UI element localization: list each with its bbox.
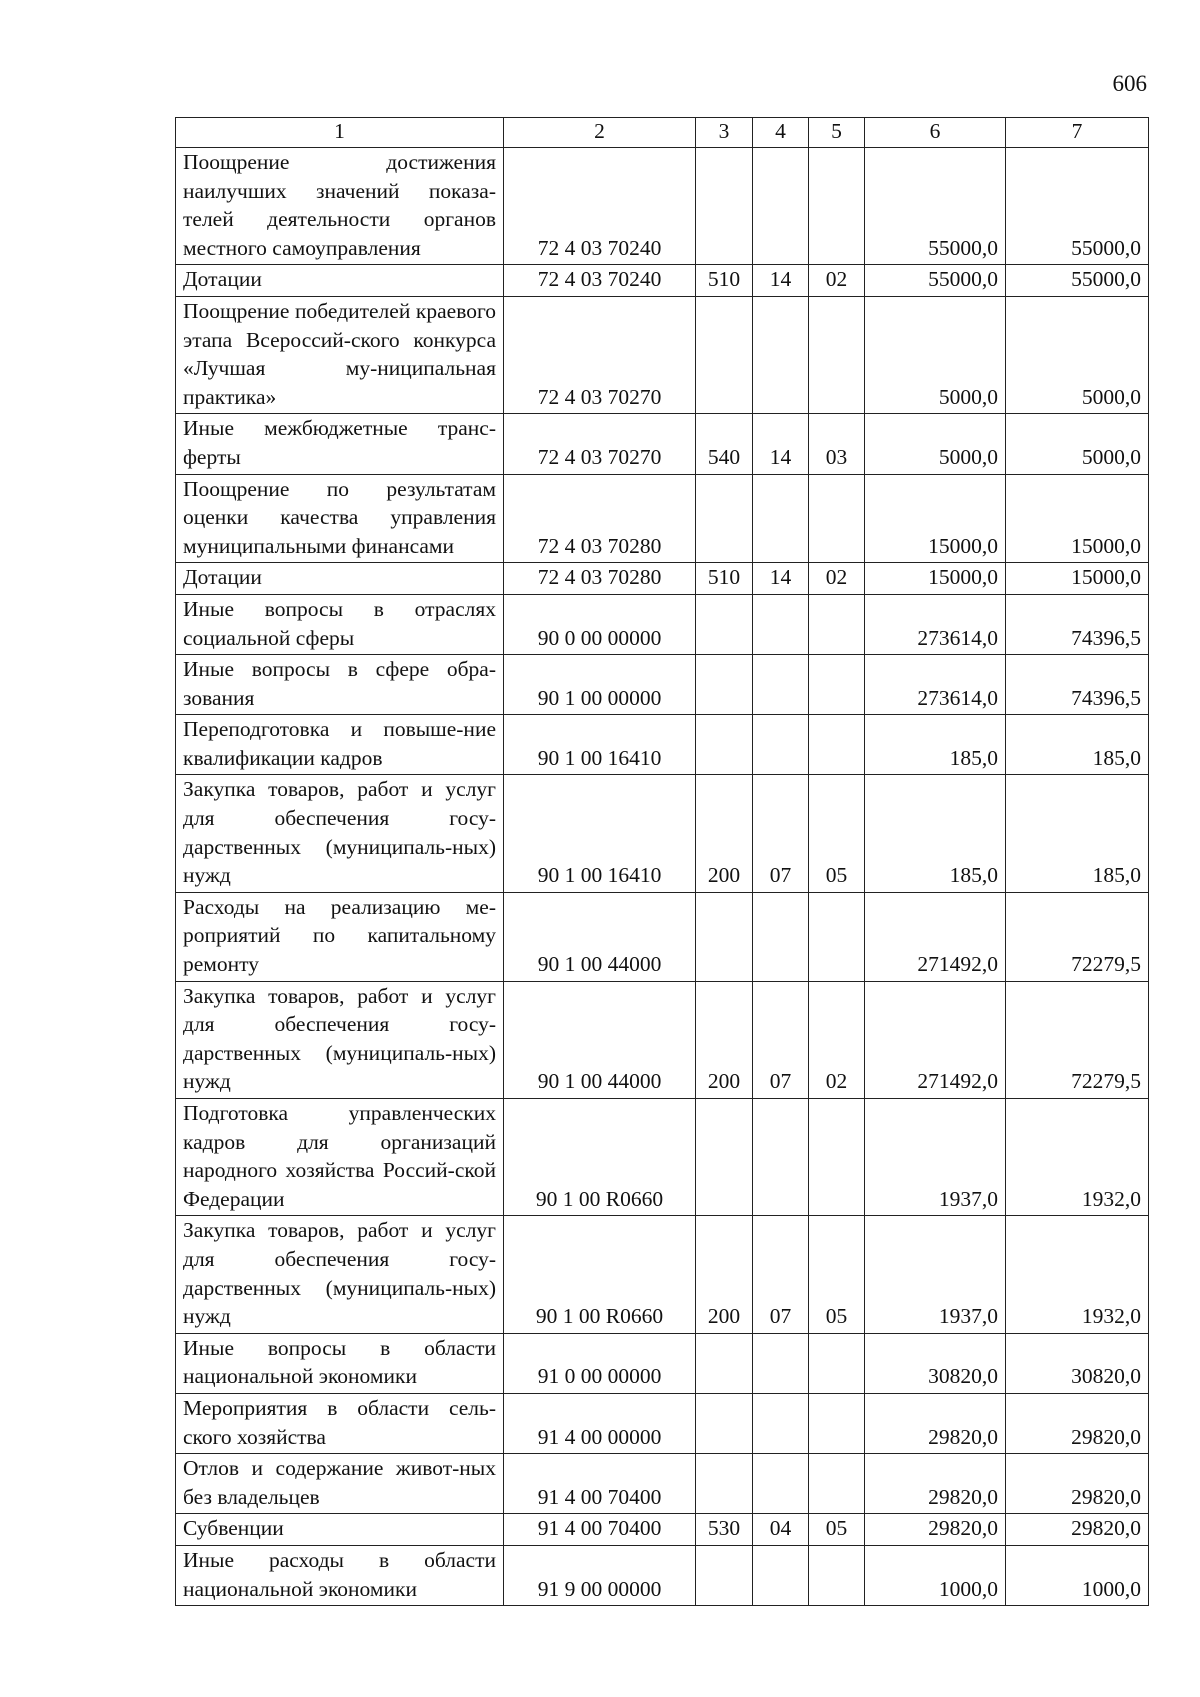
section-cell: 14 (753, 563, 809, 595)
table-row (176, 1333, 1149, 1393)
section-cell (753, 148, 809, 265)
target-code-cell: 72 4 03 70280 (504, 563, 696, 595)
table-row (176, 594, 1149, 654)
page-number: 606 (1112, 71, 1147, 96)
target-code-cell: 91 4 00 70400 (504, 1514, 696, 1546)
expense-type-cell: 200 (696, 1216, 753, 1333)
table-row (176, 414, 1149, 474)
amount-1-cell: 55000,0 (865, 148, 1006, 265)
row-name-cell: Поощрение достижения наилучших значений показа-телей деятельности органов местного самоуправления (176, 148, 504, 265)
expense-type-cell: 510 (696, 265, 753, 297)
table-row (176, 892, 1149, 981)
amount-1-cell: 1937,0 (865, 1099, 1006, 1216)
target-code-cell: 90 1 00 R0660 (504, 1099, 696, 1216)
target-code-cell: 91 0 00 00000 (504, 1333, 696, 1393)
amount-1-cell: 29820,0 (865, 1393, 1006, 1453)
row-name-cell: Дотации (176, 265, 504, 297)
amount-1-cell: 30820,0 (865, 1333, 1006, 1393)
section-cell (753, 1333, 809, 1393)
row-name-cell: Иные межбюджетные транс-ферты (176, 414, 504, 474)
subsection-cell: 03 (809, 414, 865, 474)
subsection-cell (809, 148, 865, 265)
table-body (176, 148, 1149, 1606)
amount-2-cell: 74396,5 (1006, 655, 1149, 715)
budget-table (175, 117, 1149, 1606)
expense-type-cell: 200 (696, 775, 753, 892)
table-row (176, 1393, 1149, 1453)
section-cell (753, 474, 809, 563)
amount-2-cell: 30820,0 (1006, 1333, 1149, 1393)
subsection-cell: 05 (809, 1514, 865, 1546)
amount-1-cell: 29820,0 (865, 1454, 1006, 1514)
subsection-cell: 02 (809, 563, 865, 595)
target-code-cell: 91 9 00 00000 (504, 1545, 696, 1605)
section-cell (753, 715, 809, 775)
section-cell: 14 (753, 265, 809, 297)
row-name-cell: Дотации (176, 563, 504, 595)
expense-type-cell: 530 (696, 1514, 753, 1546)
column-header-3: 3 (696, 118, 753, 148)
amount-1-cell: 185,0 (865, 775, 1006, 892)
target-code-cell: 90 1 00 R0660 (504, 1216, 696, 1333)
table-row (176, 1514, 1149, 1546)
subsection-cell (809, 1545, 865, 1605)
amount-2-cell: 1932,0 (1006, 1216, 1149, 1333)
target-code-cell: 72 4 03 70270 (504, 414, 696, 474)
amount-1-cell: 5000,0 (865, 414, 1006, 474)
amount-1-cell: 273614,0 (865, 594, 1006, 654)
table-row (176, 981, 1149, 1098)
amount-1-cell: 271492,0 (865, 892, 1006, 981)
expense-type-cell (696, 1545, 753, 1605)
expense-type-cell (696, 148, 753, 265)
amount-1-cell: 1000,0 (865, 1545, 1006, 1605)
row-name-cell: Закупка товаров, работ и услуг для обеспечения госу-дарственных (муниципаль-ных) нужд (176, 981, 504, 1098)
amount-2-cell: 15000,0 (1006, 474, 1149, 563)
subsection-cell (809, 655, 865, 715)
expense-type-cell (696, 715, 753, 775)
amount-2-cell: 185,0 (1006, 775, 1149, 892)
target-code-cell: 72 4 03 70240 (504, 265, 696, 297)
amount-1-cell: 15000,0 (865, 563, 1006, 595)
amount-1-cell: 5000,0 (865, 296, 1006, 413)
subsection-cell: 05 (809, 775, 865, 892)
amount-2-cell: 29820,0 (1006, 1454, 1149, 1514)
subsection-cell (809, 474, 865, 563)
subsection-cell (809, 715, 865, 775)
row-name-cell: Субвенции (176, 1514, 504, 1546)
subsection-cell: 05 (809, 1216, 865, 1333)
target-code-cell: 90 1 00 44000 (504, 981, 696, 1098)
expense-type-cell (696, 1454, 753, 1514)
amount-1-cell: 271492,0 (865, 981, 1006, 1098)
row-name-cell: Переподготовка и повыше-ние квалификации кадров (176, 715, 504, 775)
section-cell: 07 (753, 981, 809, 1098)
subsection-cell (809, 594, 865, 654)
amount-2-cell: 5000,0 (1006, 296, 1149, 413)
expense-type-cell (696, 296, 753, 413)
column-header-1: 1 (176, 118, 504, 148)
table-row (176, 1545, 1149, 1605)
table-row (176, 715, 1149, 775)
expense-type-cell (696, 1099, 753, 1216)
target-code-cell: 90 1 00 44000 (504, 892, 696, 981)
column-header-7: 7 (1006, 118, 1149, 148)
row-name-cell: Мероприятия в области сель-ского хозяйства (176, 1393, 504, 1453)
target-code-cell: 90 1 00 16410 (504, 715, 696, 775)
table-row (176, 1216, 1149, 1333)
target-code-cell: 90 1 00 00000 (504, 655, 696, 715)
subsection-cell (809, 1454, 865, 1514)
row-name-cell: Отлов и содержание живот-ных без владельцев (176, 1454, 504, 1514)
amount-1-cell: 29820,0 (865, 1514, 1006, 1546)
section-cell (753, 1454, 809, 1514)
table-row (176, 1099, 1149, 1216)
subsection-cell: 02 (809, 265, 865, 297)
section-cell (753, 1099, 809, 1216)
amount-2-cell: 29820,0 (1006, 1393, 1149, 1453)
section-cell (753, 655, 809, 715)
expense-type-cell: 510 (696, 563, 753, 595)
table-row (176, 563, 1149, 595)
expense-type-cell (696, 1333, 753, 1393)
table-row (176, 1454, 1149, 1514)
table-row (176, 148, 1149, 265)
amount-2-cell: 72279,5 (1006, 981, 1149, 1098)
row-name-cell: Поощрение по результатам оценки качества управления муниципальными финансами (176, 474, 504, 563)
target-code-cell: 72 4 03 70240 (504, 148, 696, 265)
amount-2-cell: 72279,5 (1006, 892, 1149, 981)
amount-2-cell: 5000,0 (1006, 414, 1149, 474)
table-row (176, 474, 1149, 563)
amount-1-cell: 15000,0 (865, 474, 1006, 563)
subsection-cell (809, 296, 865, 413)
amount-2-cell: 55000,0 (1006, 148, 1149, 265)
amount-1-cell: 55000,0 (865, 265, 1006, 297)
section-cell: 07 (753, 1216, 809, 1333)
amount-1-cell: 1937,0 (865, 1216, 1006, 1333)
expense-type-cell (696, 1393, 753, 1453)
expense-type-cell: 200 (696, 981, 753, 1098)
target-code-cell: 91 4 00 00000 (504, 1393, 696, 1453)
target-code-cell: 90 1 00 16410 (504, 775, 696, 892)
expense-type-cell (696, 474, 753, 563)
column-header-2: 2 (504, 118, 696, 148)
row-name-cell: Закупка товаров, работ и услуг для обеспечения госу-дарственных (муниципаль-ных) нужд (176, 775, 504, 892)
column-header-5: 5 (809, 118, 865, 148)
amount-1-cell: 185,0 (865, 715, 1006, 775)
row-name-cell: Закупка товаров, работ и услуг для обеспечения госу-дарственных (муниципаль-ных) нужд (176, 1216, 504, 1333)
table-row (176, 655, 1149, 715)
section-cell: 07 (753, 775, 809, 892)
subsection-cell: 02 (809, 981, 865, 1098)
section-cell (753, 892, 809, 981)
expense-type-cell: 540 (696, 414, 753, 474)
target-code-cell: 72 4 03 70270 (504, 296, 696, 413)
subsection-cell (809, 1099, 865, 1216)
row-name-cell: Иные вопросы в сфере обра-зования (176, 655, 504, 715)
section-cell (753, 296, 809, 413)
column-header-6: 6 (865, 118, 1006, 148)
section-cell: 14 (753, 414, 809, 474)
section-cell (753, 1545, 809, 1605)
row-name-cell: Подготовка управленческих кадров для организаций народного хозяйства Россий-ской Федерации (176, 1099, 504, 1216)
amount-2-cell: 1000,0 (1006, 1545, 1149, 1605)
section-cell (753, 594, 809, 654)
row-name-cell: Иные вопросы в отраслях социальной сферы (176, 594, 504, 654)
amount-1-cell: 273614,0 (865, 655, 1006, 715)
target-code-cell: 72 4 03 70280 (504, 474, 696, 563)
amount-2-cell: 185,0 (1006, 715, 1149, 775)
table-row (176, 265, 1149, 297)
expense-type-cell (696, 892, 753, 981)
table-row (176, 775, 1149, 892)
row-name-cell: Иные расходы в области национальной экономики (176, 1545, 504, 1605)
column-header-4: 4 (753, 118, 809, 148)
target-code-cell: 91 4 00 70400 (504, 1454, 696, 1514)
section-cell (753, 1393, 809, 1453)
expense-type-cell (696, 655, 753, 715)
table-row (176, 296, 1149, 413)
row-name-cell: Расходы на реализацию ме-роприятий по капитальному ремонту (176, 892, 504, 981)
subsection-cell (809, 892, 865, 981)
amount-2-cell: 15000,0 (1006, 563, 1149, 595)
amount-2-cell: 29820,0 (1006, 1514, 1149, 1546)
table-header-row (176, 118, 1149, 148)
amount-2-cell: 74396,5 (1006, 594, 1149, 654)
expense-type-cell (696, 594, 753, 654)
subsection-cell (809, 1393, 865, 1453)
row-name-cell: Иные вопросы в области национальной экономики (176, 1333, 504, 1393)
section-cell: 04 (753, 1514, 809, 1546)
subsection-cell (809, 1333, 865, 1393)
amount-2-cell: 1932,0 (1006, 1099, 1149, 1216)
row-name-cell: Поощрение победителей краевого этапа Всероссий-ского конкурса «Лучшая му-ниципальная практика» (176, 296, 504, 413)
amount-2-cell: 55000,0 (1006, 265, 1149, 297)
target-code-cell: 90 0 00 00000 (504, 594, 696, 654)
